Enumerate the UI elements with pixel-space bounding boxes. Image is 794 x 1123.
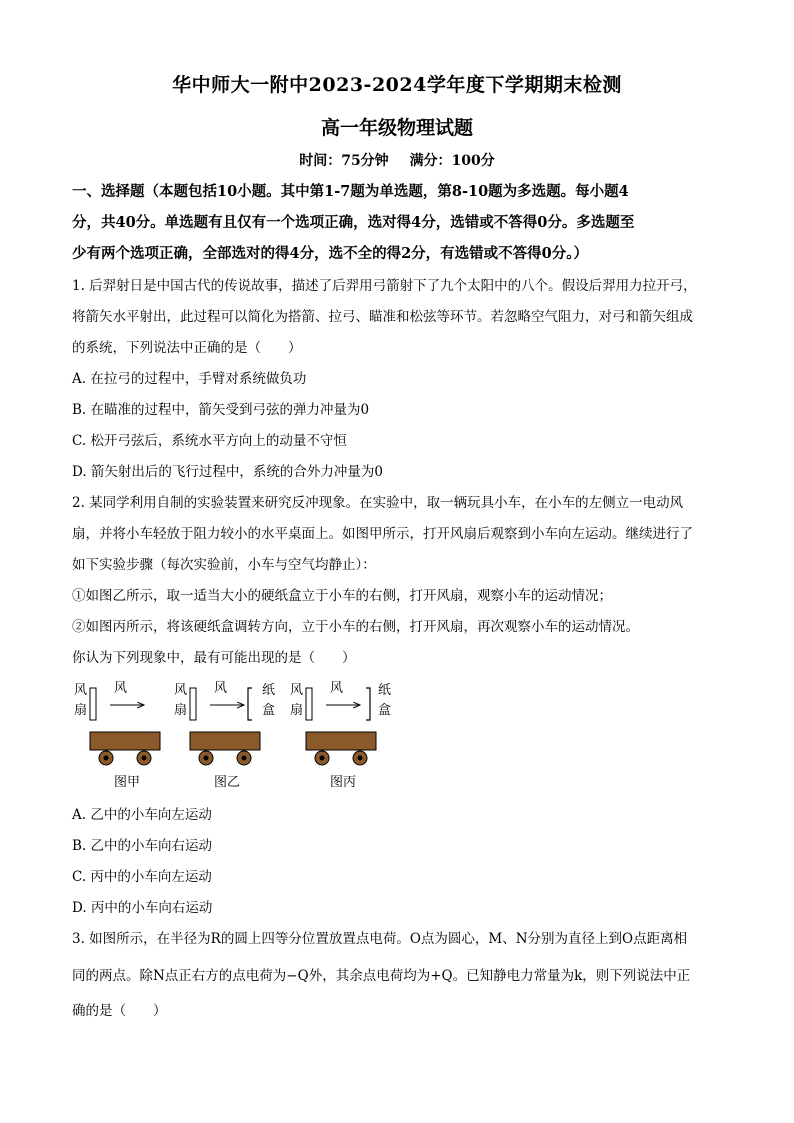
- q2-step-2: ②如图丙所示，将该硬纸盒调转方向，立于小车的右侧，打开风扇，再次观察小车的运动情况。: [72, 619, 639, 635]
- section-instructions-line-2: 分，共40分。单选题有且仅有一个选项正确，选对得4分，选错或不答得0分。多选题至: [72, 214, 635, 231]
- fan-icon: [90, 688, 96, 720]
- q1-option-b: B. 在瞄准的过程中，箭矢受到弓弦的弹力冲量为0: [72, 402, 370, 418]
- q1-option-d: D. 箭矢射出后的飞行过程中，系统的合外力冲量为0: [72, 464, 384, 480]
- cart-axle-icon: [320, 756, 325, 761]
- cart-body: [90, 732, 160, 750]
- q3-stem-line-2: 同的两点。除N点正右方的点电荷为−Q外，其余点电荷均为+Q。已知静电力常量为k，则下列说法中正: [72, 968, 691, 984]
- q3-stem-line-3: 确的是（ ）: [72, 1003, 167, 1019]
- caption-jia: 图甲: [114, 775, 141, 790]
- fan-label-1: 风: [290, 683, 304, 698]
- cart-body: [190, 732, 260, 750]
- q2-option-d: D. 丙中的小车向右运动: [72, 900, 213, 916]
- exam-title: 华中师大一附中2023-2024学年度下学期期末检测: [172, 74, 622, 96]
- q3-stem-line-1: 3. 如图所示，在半径为R的圆上四等分位置放置点电荷。O点为圆心，M、N分别为直径上到O点距离相: [72, 931, 688, 947]
- box-label-1: 纸: [262, 683, 276, 698]
- paper-box-reversed-icon: [366, 688, 370, 720]
- figure-yi: [174, 681, 275, 790]
- q1-option-a: A. 在拉弓的过程中，手臂对系统做负功: [72, 371, 307, 387]
- fan-label-1: 风: [74, 683, 88, 698]
- box-label-2: 盒: [262, 703, 276, 718]
- cart-axle-icon: [104, 756, 109, 761]
- q2-stem-line-1: 2. 某同学利用自制的实验装置来研究反冲现象。在实验中，取一辆玩具小车，在小车的左侧立一电动风: [72, 495, 684, 511]
- fan-label-1: 风: [174, 683, 188, 698]
- box-label-2: 盒: [378, 703, 392, 718]
- wind-label: 风: [114, 681, 128, 696]
- fan-label-2: 扇: [174, 703, 188, 718]
- fan-icon: [190, 688, 196, 720]
- q2-option-b: B. 乙中的小车向右运动: [72, 838, 213, 854]
- exam-subtitle: 高一年级物理试题: [320, 117, 473, 139]
- q1-stem-line-2: 将箭矢水平射出，此过程可以简化为搭箭、拉弓、瞄准和松弦等环节。若忽略空气阻力，对弓和箭矢组成: [72, 309, 693, 325]
- cart-body: [306, 732, 376, 750]
- exam-meta: [0, 150, 794, 170]
- exam-score: 满分：100分: [409, 153, 495, 169]
- cart-axle-icon: [142, 756, 147, 761]
- fan-icon: [306, 688, 312, 720]
- wind-label: 风: [330, 681, 344, 696]
- q1-stem-line-3: 的系统，下列说法中正确的是（ ）: [72, 340, 302, 356]
- q2-stem-line-3: 如下实验步骤（每次实验前，小车与空气均静止）：: [72, 557, 376, 573]
- cart-axle-icon: [242, 756, 247, 761]
- figure-jia: [74, 681, 160, 790]
- cart-fan-figure: [72, 678, 412, 796]
- cart-axle-icon: [204, 756, 209, 761]
- fan-label-2: 扇: [74, 703, 88, 718]
- section-instructions-line-1: 一、选择题（本题包括10小题。其中第1-7题为单选题，第8-10题为多选题。每小题4: [72, 183, 629, 200]
- wind-label: 风: [214, 681, 228, 696]
- cart-axle-icon: [358, 756, 363, 761]
- q1-stem-line-1: 1. 后羿射日是中国古代的传说故事，描述了后羿用弓箭射下了九个太阳中的八个。假设后羿用力拉开弓，: [72, 278, 697, 294]
- q2-ask: 你认为下列现象中，最有可能出现的是（ ）: [72, 650, 356, 666]
- q2-step-1: ①如图乙所示，取一适当大小的硬纸盒立于小车的右侧，打开风扇，观察小车的运动情况；: [72, 588, 612, 604]
- paper-box-icon: [248, 688, 252, 720]
- fan-label-2: 扇: [290, 703, 304, 718]
- exam-time: 时间：75分钟: [299, 153, 389, 169]
- section-instructions-line-3: 少有两个选项正确，全部选对的得4分，选不全的得2分，有选错或不答得0分。）: [72, 245, 589, 262]
- q2-option-a: A. 乙中的小车向左运动: [72, 807, 212, 823]
- box-label-1: 纸: [378, 683, 392, 698]
- q2-stem-line-2: 扇，并将小车轻放于阻力较小的水平桌面上。如图甲所示，打开风扇后观察到小车向左运动。继续进行了: [72, 526, 693, 542]
- caption-yi: 图乙: [214, 775, 241, 790]
- q2-option-c: C. 丙中的小车向左运动: [72, 869, 212, 885]
- figure-bing: [290, 681, 391, 790]
- q1-option-c: C. 松开弓弦后，系统水平方向上的动量不守恒: [72, 433, 347, 449]
- caption-bing: 图丙: [330, 775, 357, 790]
